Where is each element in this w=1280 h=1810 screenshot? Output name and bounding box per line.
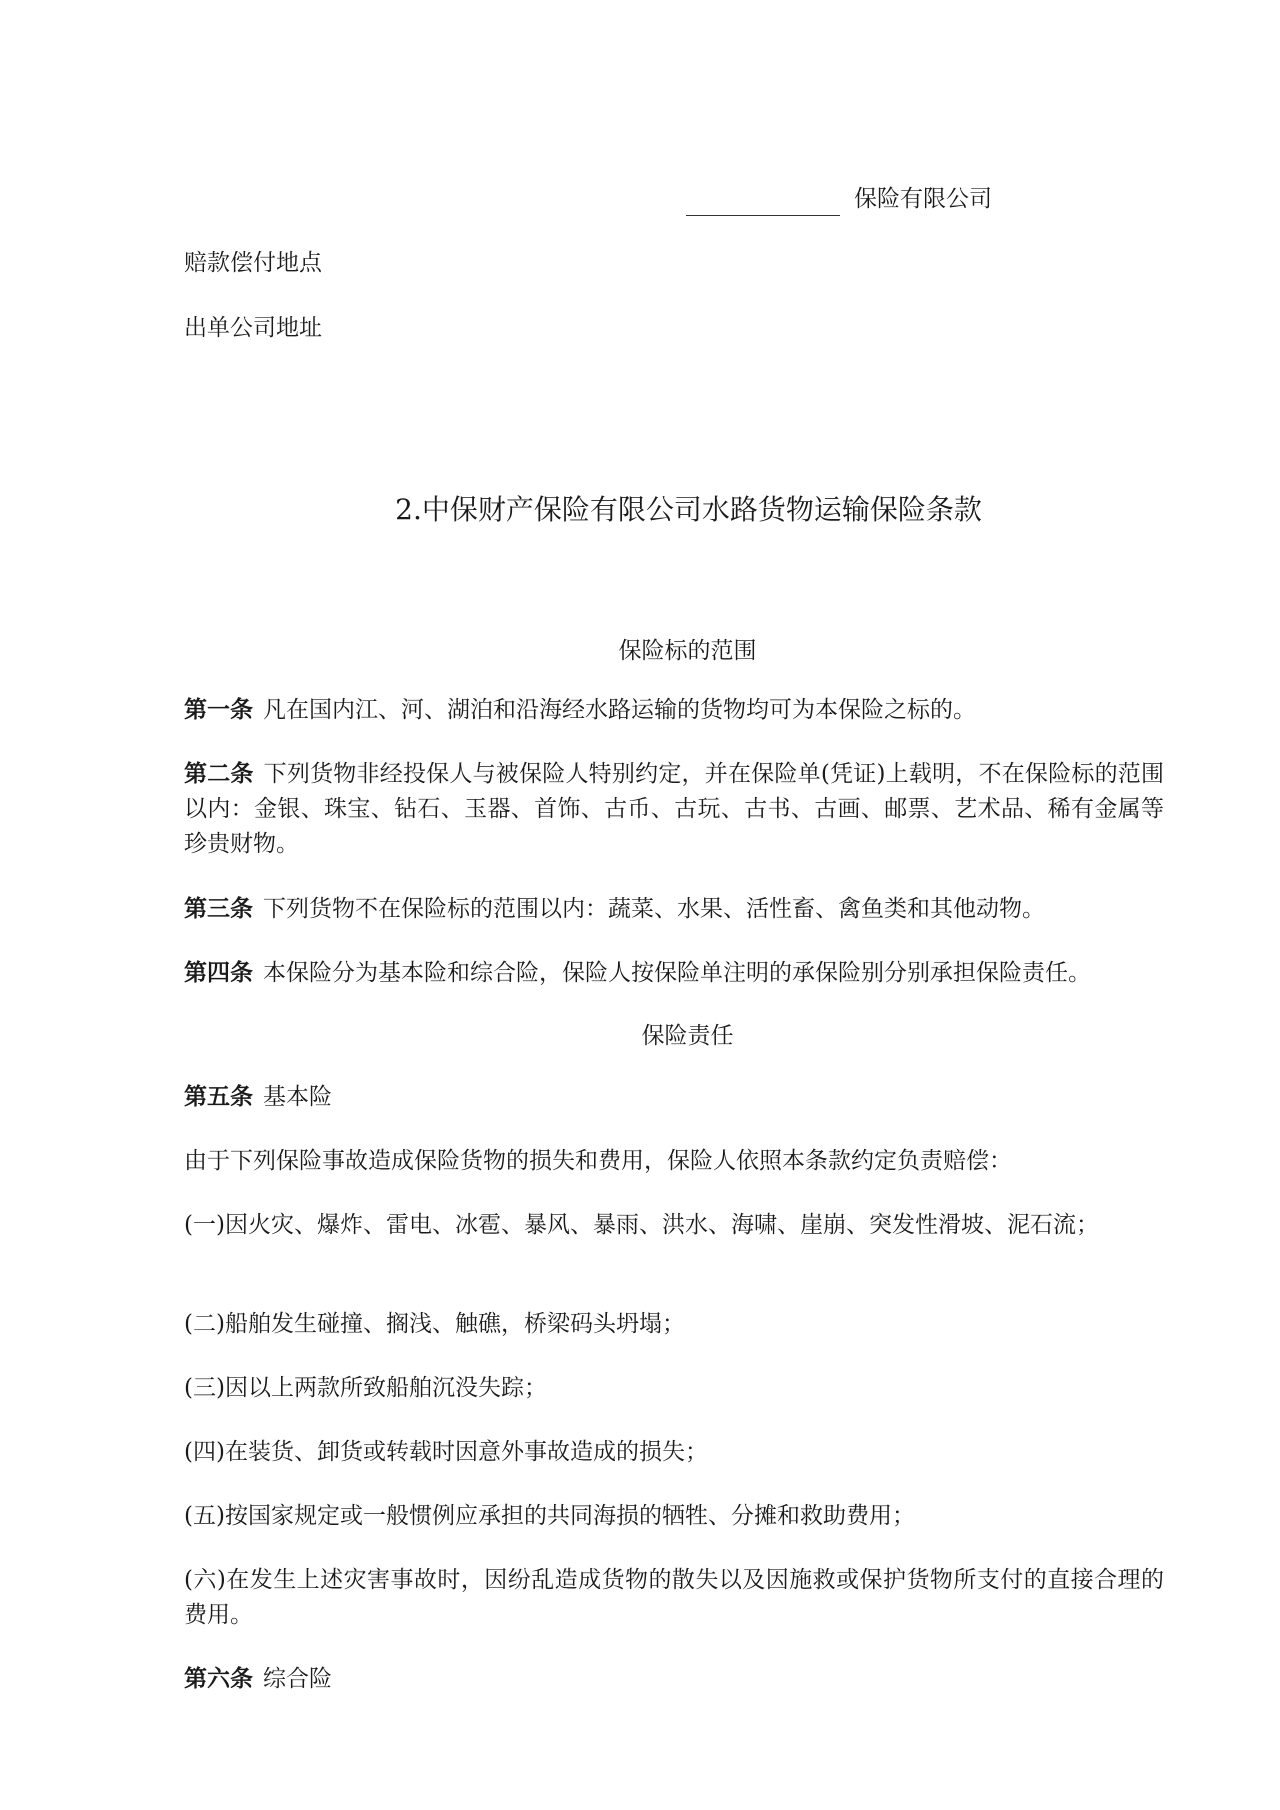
article-label: 第五条 [184,1084,253,1110]
article-text: 凡在国内江、河、湖泊和沿海经水路运输的货物均可为本保险之标的。 [263,697,976,723]
payment-place-label: 赔款偿付地点 [184,250,322,276]
article-3 [184,892,1164,927]
company-name-blank[interactable] [686,191,840,216]
basic-item-1: (一)因火灾、爆炸、雷电、冰雹、暴风、暴雨、洪水、海啸、崖崩、突发性滑坡、泥石流； [184,1212,1099,1238]
basic-item-6: (六)在发生上述灾害事故时，因纷乱造成货物的散失以及因施救或保护货物所支付的直接合理的费用。 [184,1567,1164,1628]
basic-item-4: (四)在装货、卸货或转载时因意外事故造成的损失； [184,1439,708,1465]
document-title: 2.中保财产保险有限公司水路货物运输保险条款 [395,493,982,526]
issuer-address-label: 出单公司地址 [184,315,322,341]
company-suffix: 保险有限公司 [854,186,992,212]
article-label: 第六条 [184,1666,253,1692]
article-4 [184,956,1164,991]
article-1 [184,693,1164,728]
article-text: 本保险分为基本险和综合险，保险人按保险单注明的承保险别分别承担保险责任。 [263,960,1091,986]
basic-item-2: (二)船舶发生碰撞、搁浅、触礁，桥梁码头坍塌； [184,1311,685,1337]
basic-intro: 由于下列保险事故造成保险货物的损失和费用，保险人依照本条款约定负责赔偿： [184,1148,1012,1174]
section-heading-liability: 保险责任 [641,1023,734,1049]
section-heading-scope: 保险标的范围 [618,638,757,664]
basic-item-3: (三)因以上两款所致船舶沉没失踪； [184,1375,547,1401]
article-text: 基本险 [263,1084,332,1110]
article-text: 下列货物非经投保人与被保险人特别约定，并在保险单(凭证)上载明，不在保险标的范围以内：金银、珠宝、钻石、玉器、首饰、古币、古玩、古书、古画、邮票、艺术品、稀有金属等珍贵财物。 [184,761,1165,857]
article-label: 第一条 [184,697,253,723]
article-label: 第四条 [184,960,253,986]
article-5 [184,1080,1164,1115]
article-2 [184,757,1164,862]
article-label: 第二条 [184,761,254,787]
article-6 [184,1662,1164,1697]
article-text: 综合险 [263,1666,332,1692]
company-name-line [686,182,992,216]
basic-item-5: (五)按国家规定或一般惯例应承担的共同海损的牺牲、分摊和救助费用； [184,1503,915,1529]
article-label: 第三条 [184,896,253,922]
article-text: 下列货物不在保险标的范围以内：蔬菜、水果、活性畜、禽鱼类和其他动物。 [263,896,1045,922]
